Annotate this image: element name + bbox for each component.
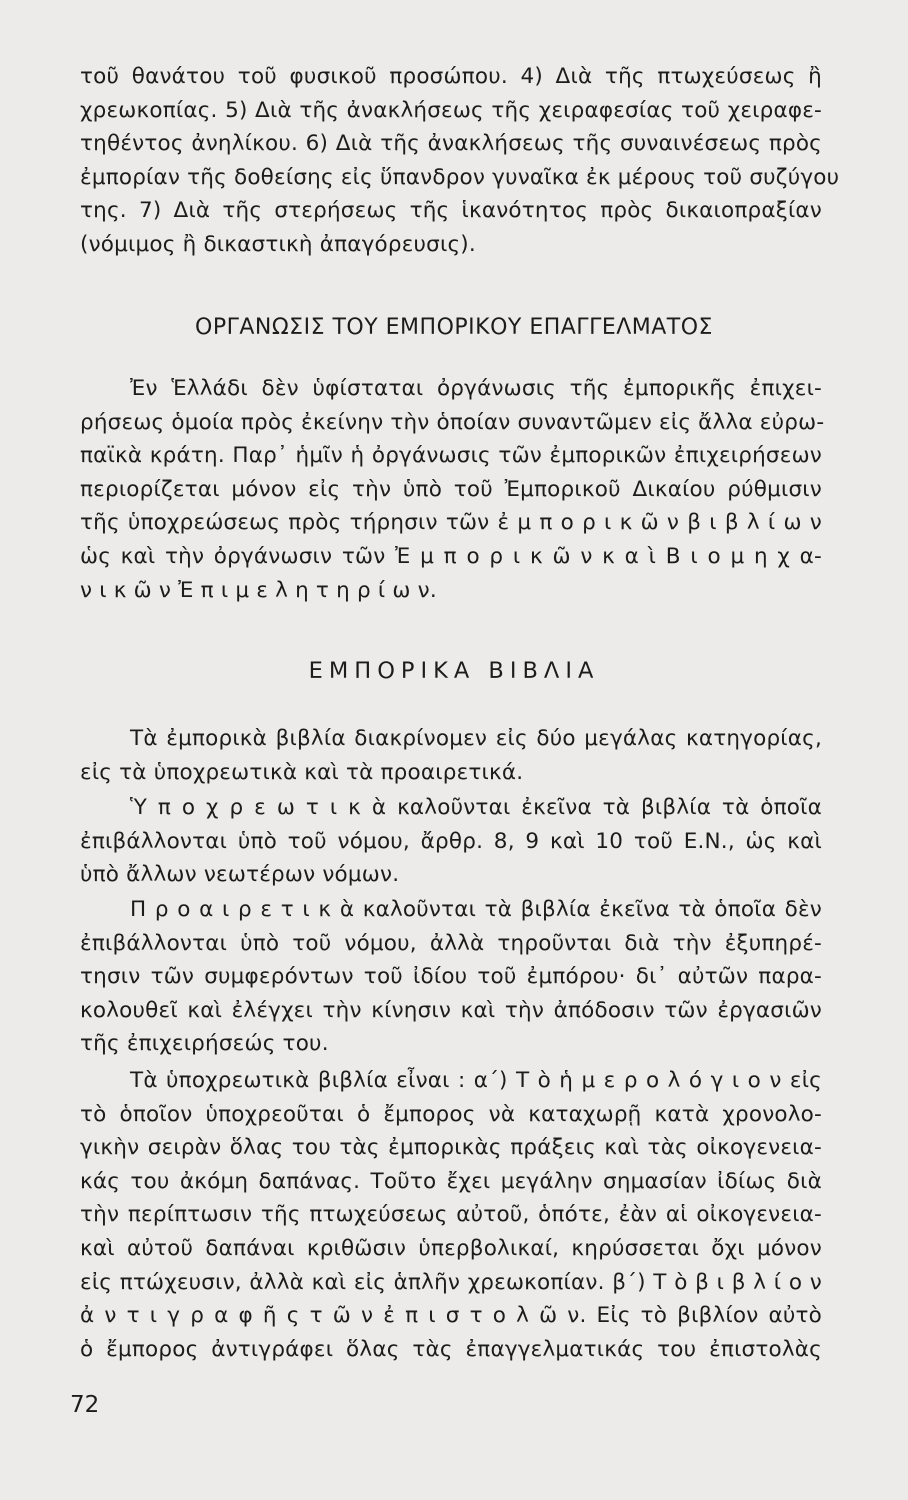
text-line: ὑπὸ ἄλλων νεωτέρων νόμων. bbox=[80, 862, 400, 888]
text-line: τοῦ θανάτου τοῦ φυσικοῦ προσώπου. 4) Διὰ τῆς πτωχεύσεως ἢ bbox=[80, 64, 822, 89]
paragraph-books-intro bbox=[80, 722, 822, 789]
paragraph-mandatory-books bbox=[80, 1064, 822, 1366]
text-line: (νόμιμος ἢ δικαστικὴ ἀπαγόρευσις). bbox=[80, 231, 476, 257]
text-line: κάς του ἀκόμη δαπάνας. Τοῦτο ἔχει μεγάλην σημασίαν ἰδίως διὰ bbox=[80, 1168, 822, 1194]
paragraph-continuation bbox=[80, 60, 840, 262]
paragraph-organization bbox=[80, 372, 825, 607]
text-line: χρεωκοπίας. 5) Διὰ τῆς ἀνακλήσεως τῆς χειραφεσίας τοῦ χειραφε- bbox=[80, 97, 822, 123]
text-line: τῆς ἐπιχειρήσεώς του. bbox=[80, 1031, 329, 1057]
text-line: ὁ ἔμπορος ἀντιγράφει ὅλας τὰς ἐπαγγελματικάς του ἐπιστολὰς bbox=[80, 1336, 822, 1362]
text-line: Τὰ ἐμπορικὰ βιβλία διακρίνομεν εἰς δύο μεγάλας κατηγορίας, bbox=[130, 726, 822, 751]
section-heading-books: ΕΜΠΟΡΙΚΑ ΒΙΒΛΙΑ bbox=[308, 658, 600, 684]
text-line: Π ρ ο α ι ρ ε τ ι κ ὰ καλοῦνται τὰ βιβλία ἐκεῖνα τὰ ὁποῖα δὲν bbox=[130, 897, 822, 922]
text-line: γικὴν σειρὰν ὅλας του τὰς ἐμπορικὰς πράξεις καὶ τὰς οἰκογενεια- bbox=[80, 1135, 822, 1161]
text-line: της. 7) Διὰ τῆς στερήσεως τῆς ἱκανότητος πρὸς δικαιοπραξίαν bbox=[80, 198, 822, 224]
text-line: εἰς τὰ ὑποχρεωτικὰ καὶ τὰ προαιρετικά. bbox=[80, 759, 524, 785]
text-line: παϊκὰ κράτη. Παρ᾽ ἡμῖν ἡ ὀργάνωσις τῶν ἐμπορικῶν ἐπιχειρήσεων bbox=[80, 443, 822, 469]
text-line: ἀ ν τ ι γ ρ α φ ῆ ς τ ῶ ν ἐ π ι σ τ ο λ ῶ ν. Εἰς τὸ βιβλίον αὐτὸ bbox=[80, 1303, 822, 1329]
text-line: ν ι κ ῶ ν Ἐ π ι μ ε λ η τ η ρ ί ω ν. bbox=[80, 577, 437, 603]
paragraph-optional bbox=[80, 893, 822, 1061]
text-line: ἐπιβάλλονται ὑπὸ τοῦ νόμου, ἄρθρ. 8, 9 καὶ 10 τοῦ Ε.Ν., ὡς καὶ bbox=[80, 828, 822, 854]
text-line: κολουθεῖ καὶ ἐλέγχει τὴν κίνησιν καὶ τὴν ἀπόδοσιν τῶν ἐργασιῶν bbox=[80, 997, 822, 1023]
text-line: καὶ αὐτοῦ δαπάναι κριθῶσιν ὑπερβολικαί, κηρύσσεται ὄχι μόνον bbox=[80, 1235, 822, 1261]
page-number: 72 bbox=[70, 1392, 100, 1418]
text-line: ρήσεως ὁμοία πρὸς ἐκείνην τὴν ὁποίαν συναντῶμεν εἰς ἄλλα εὐρω- bbox=[80, 409, 825, 435]
section-heading-organization: ΟΡΓΑΝΩΣΙΣ ΤΟΥ ΕΜΠΟΡΙΚΟΥ ΕΠΑΓΓΕΛΜΑΤΟΣ bbox=[195, 315, 713, 340]
text-line: τὴν περίπτωσιν τῆς πτωχεύσεως αὐτοῦ, ὁπότε, ἐὰν αἱ οἰκογενεια- bbox=[80, 1202, 822, 1228]
text-line: τῆς ὑποχρεώσεως πρὸς τήρησιν τῶν ἐ μ π ο ρ ι κ ῶ ν β ι β λ ί ω ν bbox=[80, 510, 822, 536]
paragraph-mandatory bbox=[80, 791, 822, 892]
text-line: ὡς καὶ τὴν ὀργάνωσιν τῶν Ἐ μ π ο ρ ι κ ῶ ν κ α ὶ Β ι ο μ η χ α- bbox=[80, 543, 822, 569]
text-line: Ἐν Ἑλλάδι δὲν ὑφίσταται ὀργάνωσις τῆς ἐμπορικῆς ἐπιχει- bbox=[130, 376, 822, 401]
text-line: περιορίζεται μόνον εἰς τὴν ὑπὸ τοῦ Ἐμπορικοῦ Δικαίου ρύθμισιν bbox=[80, 476, 822, 502]
text-line: ἐμπορίαν τῆς δοθείσης εἰς ὕπανδρον γυναῖκα ἐκ μέρους τοῦ συζύγου bbox=[80, 164, 840, 190]
text-line: τησιν τῶν συμφερόντων τοῦ ἰδίου τοῦ ἐμπόρου· δι᾽ αὐτῶν παρα- bbox=[80, 964, 822, 990]
text-line: τὸ ὁποῖον ὑποχρεοῦται ὁ ἔμπορος νὰ καταχωρῇ κατὰ χρονολο- bbox=[80, 1101, 822, 1127]
text-line: εἰς πτώχευσιν, ἀλλὰ καὶ εἰς ἁπλῆν χρεωκοπίαν. β´) Τ ὸ β ι β λ ί ο ν bbox=[80, 1269, 822, 1295]
text-line: Τὰ ὑποχρεωτικὰ βιβλία εἶναι : α´) Τ ὸ ἡ μ ε ρ ο λ ό γ ι ο ν εἰς bbox=[130, 1068, 822, 1093]
text-line: ἐπιβάλλονται ὑπὸ τοῦ νόμου, ἀλλὰ τηροῦνται διὰ τὴν ἐξυπηρέ- bbox=[80, 930, 822, 956]
text-line: τηθέντος ἀνηλίκου. 6) Διὰ τῆς ἀνακλήσεως τῆς συναινέσεως πρὸς bbox=[80, 131, 822, 157]
text-line: Ὑ π ο χ ρ ε ω τ ι κ ὰ καλοῦνται ἐκεῖνα τὰ βιβλία τὰ ὁποῖα bbox=[130, 795, 822, 820]
